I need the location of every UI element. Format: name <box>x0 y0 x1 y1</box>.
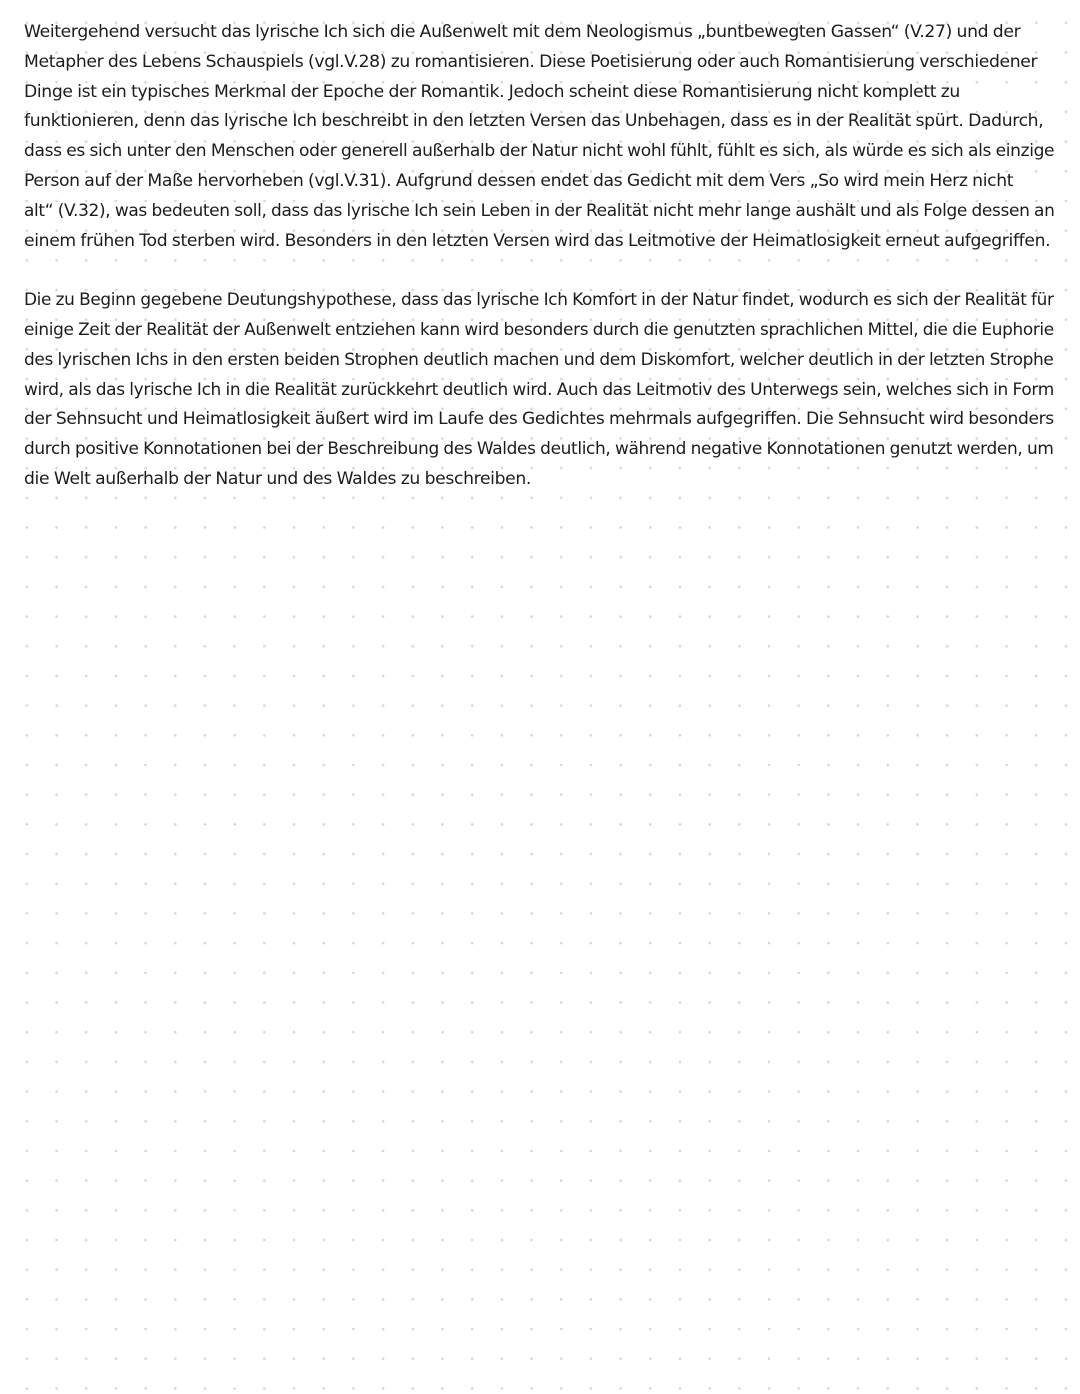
text-line: einige Zeit der Realität der Außenwelt entziehen kann wird besonders durch die genutzten sprachlichen Mittel, die die Euphorie <box>24 319 1054 340</box>
text-line: funktionieren, denn das lyrische Ich beschreibt in den letzten Versen das Unbehagen, dass es in der Realität spürt. Dadurch, <box>24 111 1044 132</box>
text-line: die Welt außerhalb der Natur und des Waldes zu beschreiben. <box>24 468 532 489</box>
paragraph-2 <box>24 286 1054 495</box>
text-line: wird, als das lyrische Ich in die Realität zurückkehrt deutlich wird. Auch das Leitmotiv des Unterwegs sein, welches sich in Form <box>24 379 1054 400</box>
text-line: Die zu Beginn gegebene Deutungshypothese, dass das lyrische Ich Komfort in der Natur findet, wodurch es sich der Realität für <box>24 290 1054 311</box>
text-line: einem frühen Tod sterben wird. Besonders in den letzten Versen wird das Leitmotive der Heimatlosigkeit erneut aufgegriffen. <box>24 230 1051 251</box>
text-line: Weitergehend versucht das lyrische Ich sich die Außenwelt mit dem Neologismus „buntbewegten Gassen“ (V.27) und der <box>24 22 1021 42</box>
text-line: dass es sich unter den Menschen oder generell außerhalb der Natur nicht wohl fühlt, fühlt es sich, als würde es sich als einzige <box>24 141 1055 162</box>
text-line: Dinge ist ein typisches Merkmal der Epoche der Romantik. Jedoch scheint diese Romantisierung nicht komplett zu <box>24 81 960 102</box>
text-line: des lyrischen Ichs in den ersten beiden Strophen deutlich machen und dem Diskomfort, welcher deutlich in der letzten Strophe <box>24 349 1054 370</box>
text-line: Metapher des Lebens Schauspiels (vgl.V.28) zu romantisieren. Diese Poetisierung oder auch Romantisierung verschiedener <box>24 51 1038 72</box>
notebook-page <box>24 18 1055 495</box>
text-line: der Sehnsucht und Heimatlosigkeit äußert wird im Laufe des Gedichtes mehrmals aufgegriffen. Die Sehnsucht wird besonders <box>24 409 1054 430</box>
text-line: durch positive Konnotationen bei der Beschreibung des Waldes deutlich, während negative Konnotationen genutzt werden, um <box>24 439 1054 460</box>
text-line: Person auf der Maße hervorheben (vgl.V.31). Aufgrund dessen endet das Gedicht mit dem Vers „So wird mein Herz nicht <box>24 170 1014 191</box>
text-line: alt“ (V.32), was bedeuten soll, dass das lyrische Ich sein Leben in der Realität nicht mehr lange aushält und als Folge dessen an <box>24 200 1055 221</box>
paragraph-1 <box>24 18 1055 256</box>
